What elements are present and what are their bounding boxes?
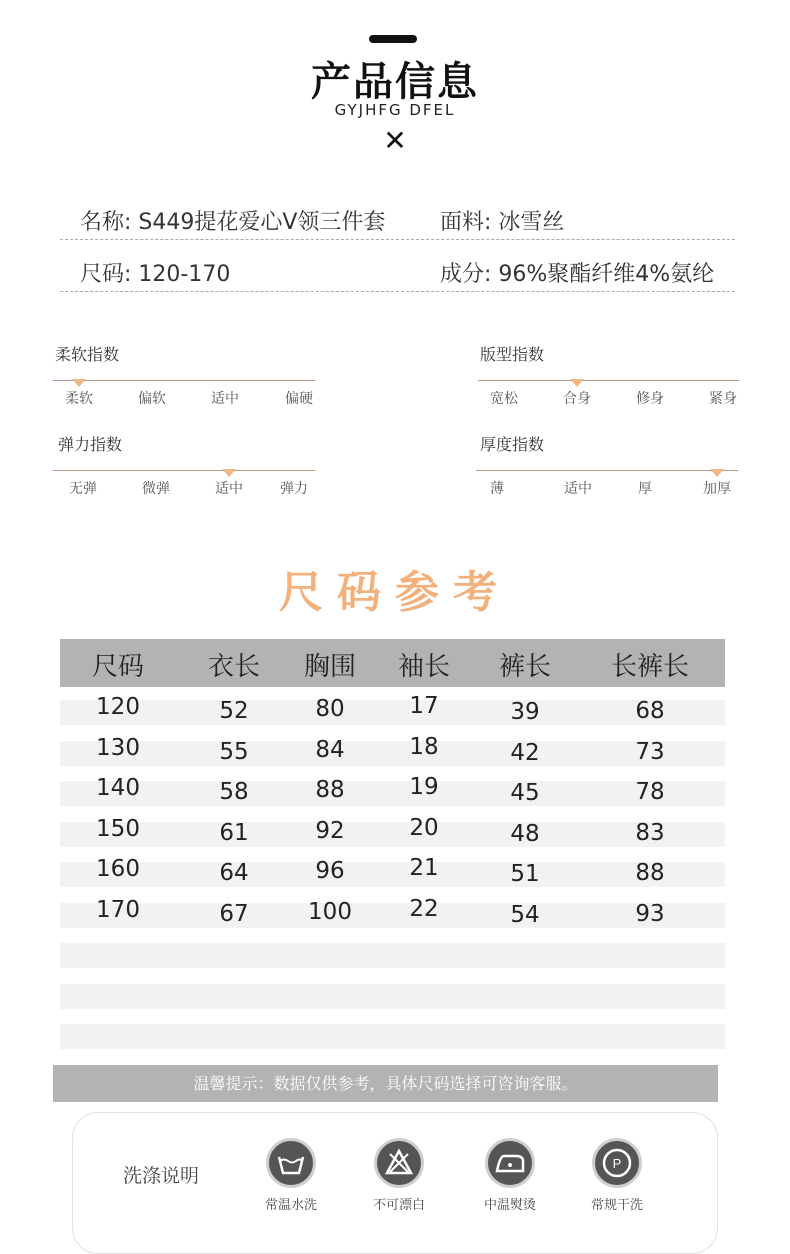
table-row — [60, 781, 725, 806]
divider — [60, 239, 735, 240]
care-label: 常温水洗 — [264, 1198, 318, 1213]
table-cell: 170 — [96, 896, 140, 923]
table-row — [60, 738, 725, 766]
product-composition: 成分: 96%聚酯纤维4%氨纶 — [440, 262, 715, 287]
table-cell: 51 — [510, 861, 540, 887]
table-cell: 83 — [635, 819, 665, 846]
size-tip: 温馨提示：数据仅供参考，具体尺码选择可咨询客服。 — [53, 1065, 718, 1102]
table-cell: 100 — [308, 898, 352, 925]
table-cell: 160 — [96, 856, 140, 882]
table-cell: 92 — [315, 817, 345, 844]
size-table-header-cell: 长裤长 — [610, 652, 690, 682]
index-option: 偏软 — [138, 391, 166, 407]
table-row — [60, 862, 725, 887]
table-cell: 93 — [635, 900, 665, 927]
table-cell: 17 — [409, 693, 439, 719]
table-cell: 80 — [315, 696, 345, 722]
table-cell: 73 — [635, 738, 665, 765]
index-option: 薄 — [490, 481, 504, 497]
table-row — [60, 900, 725, 928]
index-option: 加厚 — [703, 481, 731, 497]
iron-icon — [485, 1138, 535, 1188]
index-marker-icon — [710, 469, 724, 477]
table-cell: 52 — [219, 698, 249, 724]
index-option: 适中 — [564, 481, 592, 497]
care-label: 常规干洗 — [590, 1198, 644, 1213]
index-scale-line — [53, 470, 315, 471]
table-cell: 39 — [510, 699, 540, 725]
table-cell: 19 — [409, 774, 439, 800]
product-fabric: 面料: 冰雪丝 — [440, 210, 565, 235]
table-row — [60, 700, 725, 725]
index-option: 柔软 — [65, 391, 93, 407]
table-cell: 84 — [315, 736, 345, 763]
index-scale-line — [478, 380, 739, 381]
table-cell: 67 — [219, 900, 249, 927]
index-option: 宽松 — [490, 391, 518, 407]
index-scale-line — [476, 470, 738, 471]
table-cell: 150 — [96, 815, 140, 842]
table-cell: 58 — [219, 779, 249, 805]
table-cell: 55 — [219, 738, 249, 765]
table-cell: 140 — [96, 775, 140, 801]
table-cell: 88 — [315, 777, 345, 803]
size-table-header-cell: 衣长 — [207, 652, 261, 682]
index-title: 版型指数 — [480, 345, 545, 364]
index-option: 无弹 — [69, 481, 97, 497]
product-size: 尺码: 120-170 — [80, 262, 231, 287]
index-title: 柔软指数 — [55, 345, 120, 364]
table-cell: 18 — [409, 733, 439, 760]
index-option: 偏硬 — [285, 391, 313, 407]
index-option: 厚 — [638, 481, 652, 497]
index-title: 厚度指数 — [480, 435, 545, 454]
care-label: 中温熨烫 — [483, 1198, 537, 1213]
care-title: 洗涤说明 — [123, 1165, 200, 1187]
index-option: 微弹 — [142, 481, 170, 497]
table-cell: 68 — [635, 698, 665, 724]
product-name: 名称: S449提花爱心V领三件套 — [80, 210, 386, 235]
table-row — [60, 819, 725, 847]
no-bleach-icon — [374, 1138, 424, 1188]
index-option: 适中 — [215, 481, 243, 497]
table-cell: 21 — [409, 855, 439, 881]
table-cell: 78 — [635, 779, 665, 805]
index-option: 修身 — [636, 391, 664, 407]
index-option: 弹力 — [280, 481, 308, 497]
table-row — [60, 1024, 725, 1049]
index-option: 适中 — [211, 391, 239, 407]
index-option: 合身 — [563, 391, 591, 407]
size-table-header-cell: 尺码 — [91, 652, 145, 682]
index-scale-line — [53, 380, 315, 381]
index-marker-icon — [222, 469, 236, 477]
wash-icon — [266, 1138, 316, 1188]
table-cell: 96 — [315, 858, 345, 884]
table-cell: 42 — [510, 739, 540, 766]
dry-clean-icon — [592, 1138, 642, 1188]
divider — [60, 291, 735, 292]
header-bar — [369, 35, 417, 43]
table-cell: 48 — [510, 820, 540, 847]
table-cell: 61 — [219, 819, 249, 846]
close-icon: ✕ — [383, 124, 407, 157]
table-cell: 45 — [510, 780, 540, 806]
page-subtitle: GYJHFG DFEL — [334, 101, 456, 119]
table-cell: 54 — [510, 901, 540, 928]
table-cell: 130 — [96, 734, 140, 761]
table-cell: 64 — [219, 860, 249, 886]
page-title: 产品信息 — [311, 59, 479, 105]
table-cell: 22 — [409, 895, 439, 922]
table-cell: 20 — [409, 814, 439, 841]
care-label: 不可漂白 — [372, 1198, 426, 1213]
svg-text:P: P — [612, 1156, 622, 1171]
index-option: 紧身 — [709, 391, 737, 407]
size-chart-title: 尺码参考 — [279, 567, 511, 618]
table-cell: 120 — [96, 694, 140, 720]
index-title: 弹力指数 — [58, 435, 123, 454]
table-cell: 88 — [635, 860, 665, 886]
size-table-header-cell: 袖长 — [397, 652, 451, 682]
table-row — [60, 943, 725, 968]
size-table-header-cell: 胸围 — [303, 652, 357, 682]
size-table-header-cell: 裤长 — [498, 652, 552, 682]
table-row — [60, 984, 725, 1009]
index-marker-icon — [72, 379, 86, 387]
index-marker-icon — [570, 379, 584, 387]
